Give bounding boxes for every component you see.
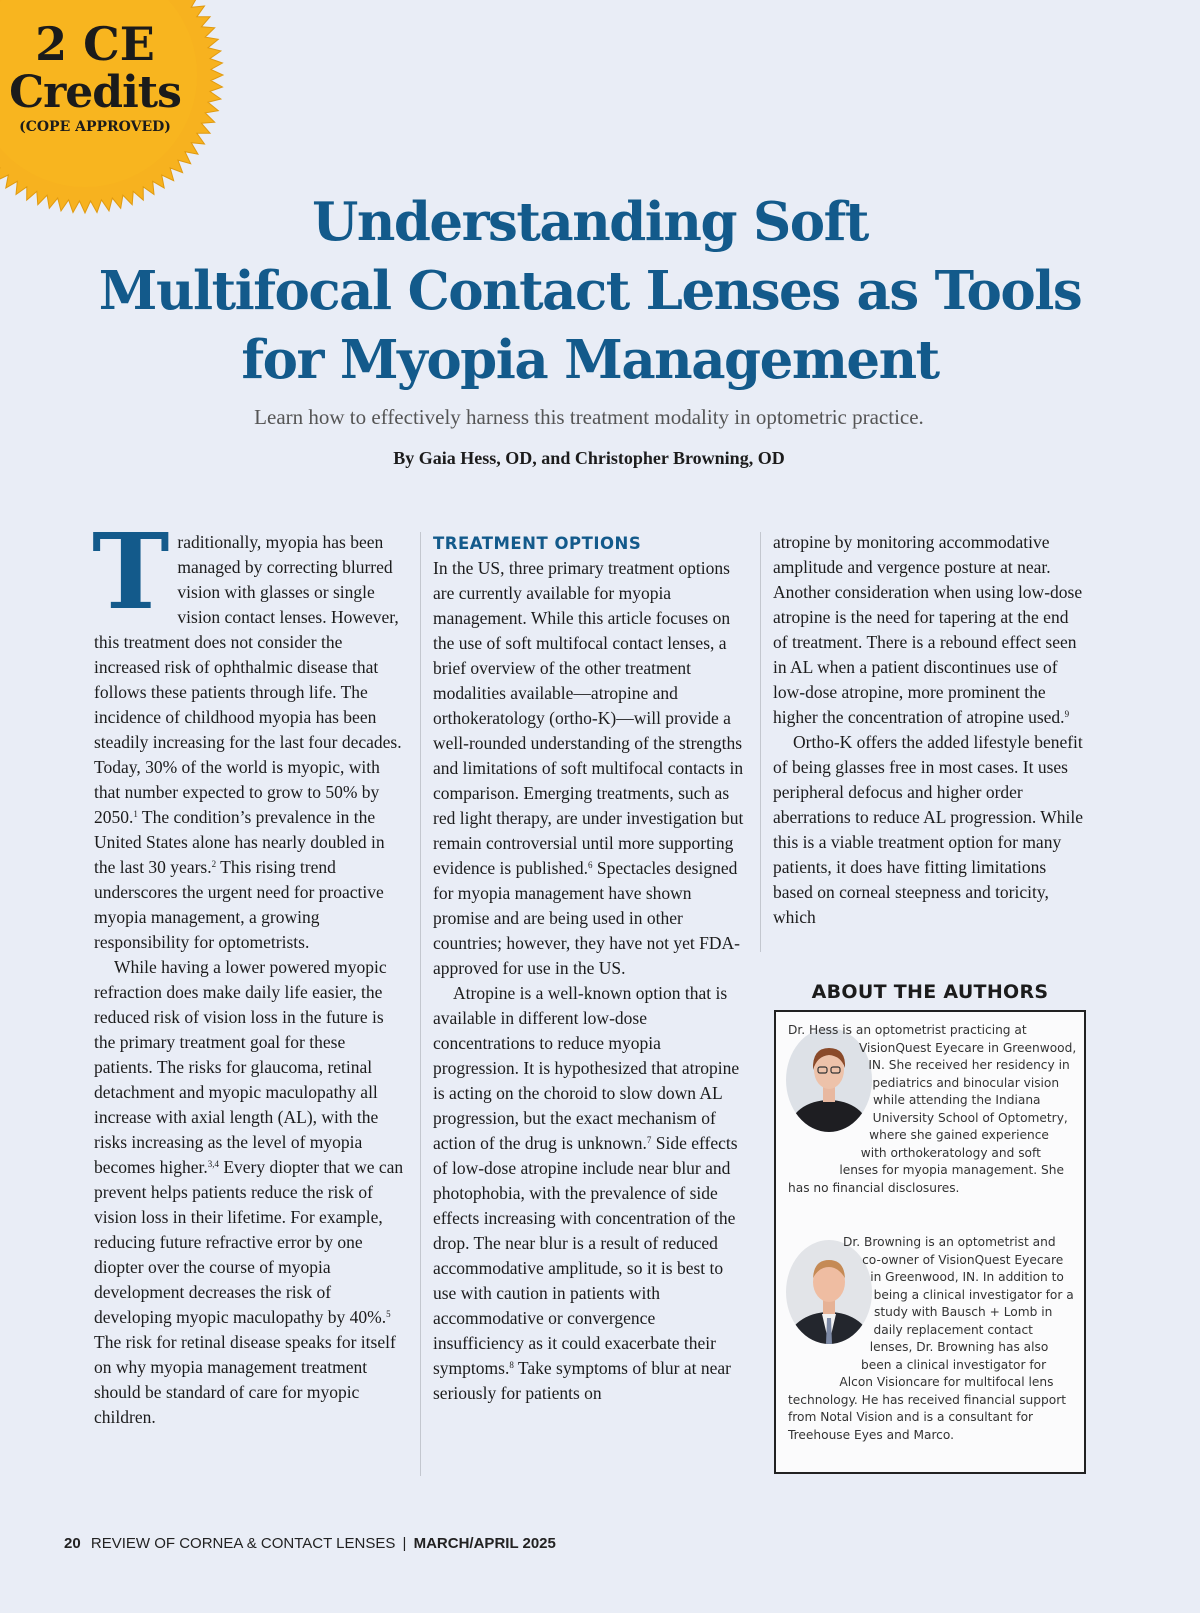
column-divider-2: [760, 532, 761, 952]
column-divider-1: [420, 532, 421, 1476]
section-heading-treatment-options: TREATMENT OPTIONS: [433, 534, 642, 553]
paragraph-atropine: Atropine is a well-known option that is available in different low-dose concentrations to reduce myopia progression. It is hypothesized that atropine is acting on the choroid to slow down AL progression, but the exact mechanism of action of the drug is unknown.$^7$ Side effects of low-dose atropine include near blur and photophobia, with the prevalence of side effects increasing with concentration of the drop. The near blur is a result of reduced accommodative amplitude, so it is best to use with caution in patients with accommodative or convergence insufficiency as it could exacerbate their symptoms.$^8$ Take symptoms of blur at near seriously for patients on: [433, 983, 740, 1403]
bio-hess: Dr. Hess is an optometrist practicing at VisionQuest Eyecare in Greenwood, IN. She received her residency in pediatrics and binocular vision while attending the Indiana University School of Optometry, where she gained experience with orthokeratology and soft lenses for myopia management. She has no financial disclosures.: [788, 1023, 1077, 1195]
body-column-2: [433, 532, 745, 1406]
body-column-3: [773, 530, 1085, 930]
page-number: 20: [64, 1535, 81, 1552]
badge-line-1: 2 CE: [35, 17, 155, 71]
body-column-1: [92, 510, 406, 1430]
badge-text: [0, 18, 190, 136]
article-byline: By Gaia Hess, OD, and Christopher Browning, OD: [393, 448, 785, 468]
title-line-1: Understanding Soft: [312, 191, 868, 253]
about-the-authors-box: [774, 1010, 1086, 1474]
drop-cap: T: [92, 510, 170, 633]
paragraph-ortho-k: Ortho-K offers the added lifestyle benefit of being glasses free in most cases. It uses peripheral defocus and higher order aberrations to reduce AL progression. While this is a viable treatment option for many patients, it does have fitting limitations based on corneal steepness and toricity, which: [773, 732, 1084, 927]
footer-separator: |: [402, 1535, 407, 1552]
paragraph-goal: While having a lower powered myopic refraction does make daily life easier, the reduced risk of vision loss in the future is the primary treatment goal for these patients. The risks for glaucoma, retinal detachment and myopic maculopathy all increase with axial length (AL), with the risks increasing as the level of myopia becomes higher.$^{3,4}$ Every diopter that we can prevent helps patients reduce the risk of vision loss in their lifetime. For example, reducing future refractive error by one diopter over the course of myopia development decreases the risk of developing myopic maculopathy by 40%.$^5$ The risk for retinal disease speaks for itself on why myopia management treatment should be standard of care for myopic children.: [94, 957, 404, 1427]
paragraph-atropine-continued: atropine by monitoring accommodative amplitude and vergence posture at near. Another consideration when using low-dose atropine is the need for tapering at the end of treatment. There is a rebound effect seen in AL when a patient discontinues use of low-dose atropine, more prominent the higher the concentration of atropine used.$^9$: [773, 532, 1083, 727]
title-line-3: for Myopia Management: [241, 329, 939, 391]
paragraph-intro: Traditionally, myopia has been managed by correcting blurred vision with glasses or single vision contact lenses. However, this treatment does not consider the increased risk of ophthalmic disease that follows these patients through life. The incidence of childhood myopia has been steadily increasing for the last four decades. Today, 30% of the world is myopic, with that number expected to grow to 50% by 2050.$^1$ The condition’s prevalence in the United States alone has nearly doubled in the last 30 years.$^2$ This rising trend underscores the urgent need for proactive myopia management, a growing responsibility for optometrists.: [92, 510, 402, 952]
article-subtitle: Learn how to effectively harness this treatment modality in optometric practice.: [254, 405, 924, 429]
article-title: [60, 188, 1120, 395]
about-the-authors-heading: ABOUT THE AUTHORS: [811, 981, 1049, 1003]
bio-browning: Dr. Browning is an optometrist and co-owner of VisionQuest Eyecare in Greenwood, IN. In addition to being a clinical investigator for a study with Bausch + Lomb in daily replacement contact lenses, Dr. Browning has also been a clinical investigator for Alcon Visioncare for multifocal lens technology. He has received financial support from Notal Vision and is a consultant for Treehouse Eyes and Marco.: [788, 1235, 1074, 1442]
title-line-2: Multifocal Contact Lenses as Tools: [98, 260, 1082, 322]
badge-line-3: (COPE APPROVED): [19, 119, 171, 135]
badge-line-2: Credits: [9, 67, 181, 118]
issue-date: MARCH/APRIL 2025: [413, 1535, 556, 1552]
publication-name: REVIEW OF CORNEA & CONTACT LENSES: [90, 1535, 396, 1552]
page-footer: [64, 1535, 556, 1552]
paragraph-treatment-options: In the US, three primary treatment options are currently available for myopia management. While this article focuses on the use of soft multifocal contact lenses, a brief overview of the other treatment modalities available—atropine and orthokeratology (ortho-K)—will provide a well-rounded understanding of the strengths and limitations of soft multifocal contacts in comparison. Emerging treatments, such as red light therapy, are under investigation but remain controversial until more supporting evidence is published.$^6$ Spectacles designed for myopia management have shown promise and are being used in other countries; however, they have not yet FDA-approved for use in the US.: [433, 558, 744, 978]
